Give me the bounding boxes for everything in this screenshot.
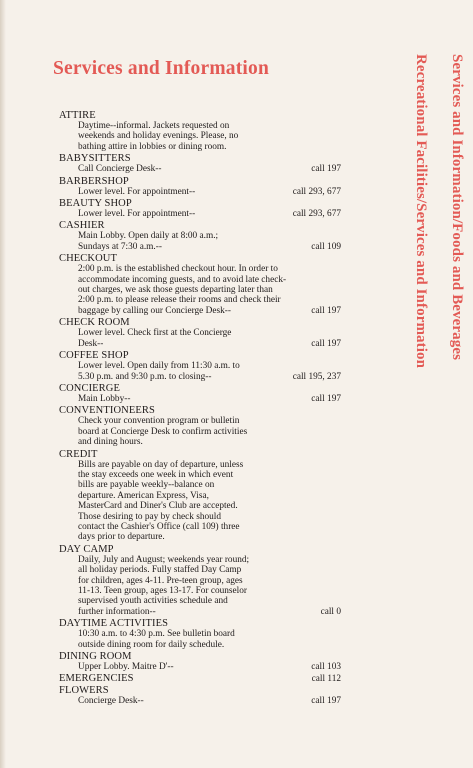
service-entry-call-number: call 103 bbox=[311, 662, 341, 673]
service-entry-call-number: call 112 bbox=[311, 674, 341, 685]
side-title-inner: Recreational Facilities/Services and Information bbox=[413, 54, 429, 369]
service-entry-description: Main Lobby. Open daily at 8:00 a.m.; Sundays at 7:30 a.m.-- bbox=[78, 231, 219, 252]
service-entry bbox=[59, 153, 341, 174]
service-entry-body bbox=[59, 231, 341, 252]
service-entry-body bbox=[59, 164, 341, 174]
service-entry-title: EMERGENCIES bbox=[59, 673, 134, 685]
service-entry-body bbox=[59, 121, 341, 152]
side-title-outer: Services and Information/Foods and Beverages bbox=[449, 54, 465, 361]
service-entry bbox=[59, 253, 341, 316]
page-title: Services and Information bbox=[53, 58, 270, 79]
service-entry-title: CREDIT bbox=[59, 448, 98, 460]
service-entry-title: CHECKOUT bbox=[59, 253, 117, 265]
service-entry-call-number: call 195, 237 bbox=[292, 371, 341, 382]
service-entry bbox=[59, 449, 341, 543]
service-entry-description: Lower level. For appointment-- bbox=[78, 209, 196, 220]
service-entry-call-number: call 197 bbox=[311, 305, 341, 316]
service-entry-title: BABYSITTERS bbox=[59, 153, 131, 165]
service-entry-description: Lower level. Open daily from 11:30 a.m. to 5.30 p.m. and 9:30 p.m. to closing-- bbox=[78, 361, 240, 382]
service-entry-call-number: call 293, 677 bbox=[292, 209, 341, 220]
services-list bbox=[59, 110, 341, 708]
service-entry bbox=[59, 618, 341, 650]
service-entry-body bbox=[59, 394, 341, 404]
service-entry-title: COFFEE SHOP bbox=[59, 350, 129, 362]
service-entry-call-number: call 293, 677 bbox=[292, 186, 341, 197]
service-entry-body bbox=[59, 696, 341, 706]
service-entry-call-number: call 197 bbox=[311, 338, 341, 349]
service-entry bbox=[59, 220, 341, 252]
service-entry-body bbox=[59, 555, 341, 617]
service-entry bbox=[59, 383, 341, 404]
service-entry bbox=[59, 651, 341, 672]
service-entry-title: DAY CAMP bbox=[59, 543, 114, 555]
service-entry-call-number: call 0 bbox=[320, 606, 341, 617]
service-entry bbox=[59, 673, 341, 684]
service-entry-description: Lower level. Check first at the Concierge Desk-- bbox=[78, 328, 232, 349]
service-entry-description: Daily, July and August; weekends year round; all holiday periods. Fully staffed Day Camp for children, ages 4-11. Pre-teen group, ages 11-13. Teen group, ages 13-17. For counselor supervised youth activities schedule and further information-- bbox=[78, 554, 250, 617]
service-entry-body bbox=[59, 361, 341, 382]
service-entry-description: Daytime--informal. Jackets requested on weekends and holiday evenings. Please, no bathing attire in lobbies or dining room. bbox=[78, 121, 239, 152]
service-entry-body bbox=[59, 209, 341, 219]
service-entry-description: Bills are payable on day of departure, unless the stay exceeds one week in which event bills are payable weekly--balance on departure. American Express, Visa, MasterCard and Diner's Club are accepted. Those desiring to pay by check should contact the Cashier's Office (call 109) three days prior to departure. bbox=[78, 459, 244, 543]
service-entry-body bbox=[59, 629, 341, 650]
service-entry-body bbox=[59, 416, 341, 447]
service-entry-description: Lower level. For appointment-- bbox=[78, 186, 196, 197]
service-entry-description: Call Concierge Desk-- bbox=[78, 164, 162, 175]
service-entry-description: Upper Lobby. Maitre D'-- bbox=[78, 662, 174, 673]
service-entry bbox=[59, 405, 341, 447]
service-entry-body bbox=[59, 264, 341, 316]
service-entry-body bbox=[59, 328, 341, 349]
service-entry-description: Main Lobby-- bbox=[78, 393, 131, 404]
service-entry bbox=[59, 317, 341, 349]
service-entry-title: FLOWERS bbox=[59, 685, 109, 697]
service-entry-call-number: call 197 bbox=[311, 393, 341, 404]
service-entry-title: BARBERSHOP bbox=[59, 175, 129, 187]
service-entry-title: CONCIERGE bbox=[59, 382, 120, 394]
service-entry-title: DINING ROOM bbox=[59, 651, 132, 663]
service-entry bbox=[59, 176, 341, 197]
service-entry-title: DAYTIME ACTIVITIES bbox=[59, 618, 169, 630]
service-entry-title: ATTIRE bbox=[59, 110, 96, 121]
service-entry-description: Concierge Desk-- bbox=[78, 696, 144, 707]
service-entry-description: Check your convention program or bulletin board at Concierge Desk to confirm activities and dining hours. bbox=[78, 416, 248, 448]
service-entry-description: 10:30 a.m. to 4:30 p.m. See bulletin board outside dining room for daily schedule. bbox=[78, 629, 235, 650]
service-entry-title: BEAUTY SHOP bbox=[59, 198, 132, 210]
service-entry bbox=[59, 110, 341, 152]
service-entry bbox=[59, 350, 341, 382]
page-edge-shadow bbox=[0, 0, 6, 768]
service-entry-title: CONVENTIONEERS bbox=[59, 405, 155, 417]
service-entry bbox=[59, 685, 341, 706]
service-entry bbox=[59, 544, 341, 617]
service-entry-description: 2:00 p.m. is the established checkout hour. In order to accommodate incoming guests, and to avoid late check- out charges, we ask those guests departing later than 2:00 p.m. to please release their rooms and check their baggage by calling our Concierge Desk-- bbox=[78, 264, 287, 316]
service-entry bbox=[59, 198, 341, 219]
service-entry-body bbox=[59, 460, 341, 543]
service-entry-body bbox=[59, 187, 341, 197]
service-entry-call-number: call 109 bbox=[311, 241, 341, 252]
service-entry-title: CHECK ROOM bbox=[59, 317, 130, 329]
service-entry-body bbox=[59, 662, 341, 672]
service-entry-title: CASHIER bbox=[59, 220, 105, 232]
service-entry-call-number: call 197 bbox=[311, 164, 341, 175]
service-entry-call-number: call 197 bbox=[311, 696, 341, 707]
